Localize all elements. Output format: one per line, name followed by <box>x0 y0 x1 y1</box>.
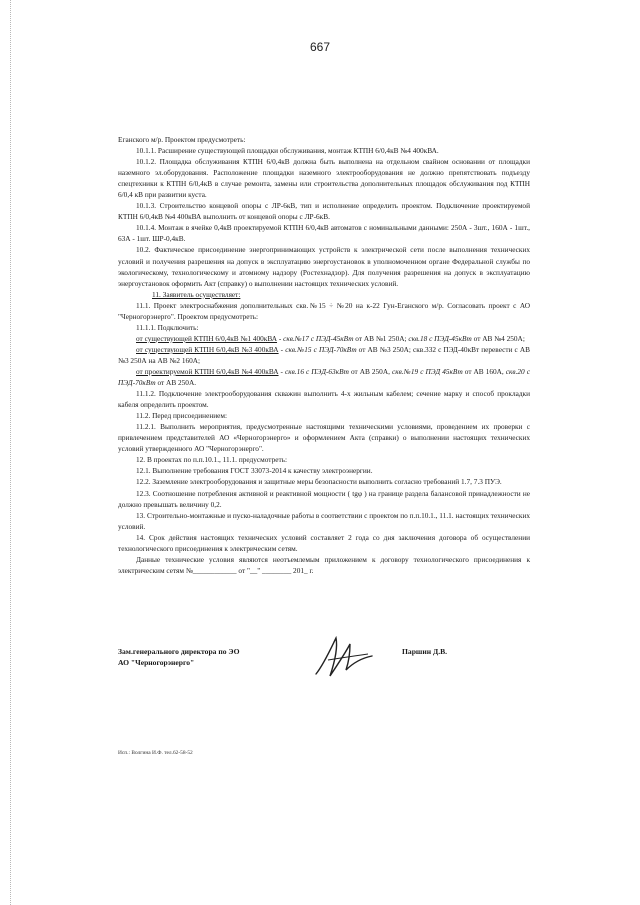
paragraph <box>118 465 530 476</box>
paragraph-text: скв.16 с ПЭД-63кВт <box>285 366 349 376</box>
paragraph <box>118 532 530 554</box>
paragraph-text: от АВ №3 250А; скв.332 с ПЭД-40кВт перевести с АВ №3 250А на АВ №2 160А; <box>118 344 530 365</box>
paragraph-text: скв.20 с ПЭД-70кВт <box>118 366 530 388</box>
paragraph <box>118 388 530 410</box>
paragraph-text: 10.1.1. Расширение существующей площадки обслуживания, монтаж КТПН 6/0,4кВ №4 400кВА. <box>136 146 439 156</box>
paragraph-text: 12.2. Заземление электрооборудования и защитные меры безопасности выполнить согласно требований 1.7, 7.3 ПУЭ. <box>136 477 502 487</box>
paragraph <box>118 421 530 454</box>
paragraph-text: 11.2. Перед присоединением: <box>136 411 228 421</box>
paragraph-text: от АВ 160А, <box>462 366 506 376</box>
signatory-name: Паршин Д.В. <box>402 647 448 656</box>
paragraph <box>118 300 530 322</box>
paragraph-text: от АВ №1 250А; <box>353 333 409 343</box>
paragraph <box>118 200 530 222</box>
page-number: 667 <box>309 40 331 54</box>
paragraph <box>118 476 530 487</box>
paragraph-text: от проектируемой КТПН 6/0,4кВ №4 400кВА <box>136 366 279 376</box>
paragraph-text: 10.1.4. Монтаж в ячейке 0,4кВ проектируемой КТПН 6/0,4кВ автоматов с номинальными данными: 250А - 3шт., 160А - 1шт., 63А - 1шт. ШР-0,4кВ. <box>118 223 530 244</box>
paragraph-text: 11.1. Проект электроснабжения дополнительных скв.№15 ÷ №20 на к-22 Гун-Еганского м/р. Согласовать проект с АО "Черногорэнерго". Проектом предусмотреть: <box>118 300 530 321</box>
paragraph-text: 12.3. Соотношение потребления активной и реактивной мощности ( tgφ ) на границе раздела балансовой принадлежности не должно превышать величину 0,2. <box>118 488 530 509</box>
paragraph-text: 13. Строительно-монтажные и пуско-наладочные работы в соответствии с проектом по п.п.10.1., 11.1. настоящих технических условий. <box>118 510 531 531</box>
paragraph-text: 11.1.1. Подключить: <box>136 322 199 332</box>
executor-note: Исп.: Волгина И.Ф. тел.62-58-52 <box>118 750 193 756</box>
scan-edge-line <box>10 0 12 905</box>
paragraph-text: от АВ 250А. <box>155 378 197 388</box>
paragraph-text: - <box>278 366 286 376</box>
paragraph-text: - <box>278 344 286 354</box>
paragraph-text: 11.2.1. Выполнить мероприятия, предусмотренные настоящими техническими условиями, проведением их проверки с привлечением представителей АО «Черногорэнерго» и оформлением Акта (справки) о выполнении настоящих технических условий утвержденного АО "Черногорэнерго". <box>118 422 530 454</box>
signatory-position-line1: Зам.генерального директора по ЭО <box>118 647 240 656</box>
paragraph <box>118 289 530 300</box>
paragraph-text: Еганского м/р. Проектом предусмотреть: <box>118 135 246 144</box>
paragraph-text: 12.1. Выполнение требования ГОСТ 33073-2014 к качеству электроэнергии. <box>136 466 373 476</box>
paragraph-text: Данные технические условия являются неотъемлемым приложением к договору технологического присоединения к электрическим сетям №____________ от "__" ________ 201_ г. <box>118 554 530 575</box>
document-body <box>118 134 530 576</box>
paragraph-text: скв.№15 с ПЭД-70кВт <box>285 344 357 354</box>
paragraph <box>118 410 530 421</box>
paragraph-text: от существующей КТПН 6/0,4кВ №3 400кВА <box>136 344 279 354</box>
paragraph <box>118 554 530 576</box>
paragraph <box>118 222 530 244</box>
paragraph <box>118 322 530 333</box>
paragraph-text: от АВ №4 250А; <box>471 333 525 343</box>
signatory-position <box>118 646 240 668</box>
signatory-position-line2: АО "Черногорэнерго" <box>118 658 195 667</box>
paragraph-text: 10.1.3. Строительство концевой опоры с ЛР-6кВ, тип и исполнение определить проектом. Подключение проектируемой КТПН 6/0,4кВ №4 400кВА выполнить от концевой опоры с ЛР-6кВ. <box>118 201 530 222</box>
paragraph <box>118 488 530 510</box>
paragraph <box>118 145 530 156</box>
handwritten-signature <box>310 634 378 682</box>
paragraph-text: 14. Срок действия настоящих технических условий составляет 2 года со дня заключения договора об осуществлении технологического присоединения к электрическим сетям. <box>118 532 530 553</box>
paragraph-text: 12. В проектах по п.п.10.1., 11.1. предусмотреть: <box>136 455 288 465</box>
paragraph <box>118 366 530 388</box>
paragraph-text: 10.1.2. Площадка обслуживания КТПН 6/0,4кВ должна быть выполнена на отдельном свайном основании от площадки наземного эл.оборудования. Расположение площадки наземного электрооборудования не должно препятствовать подъезду спецтехники к КТПН 6/0,4кВ в случае ремонта, замены или строительства дополнительных площадок обслуживания под КТПН 6/0,4 кВ при развитии куста. <box>118 157 530 200</box>
paragraph <box>118 244 530 288</box>
paragraph-text: от существующей КТПН 6/0,4кВ №1 400кВА <box>136 333 278 343</box>
paragraph-text: - <box>277 333 284 343</box>
paragraph-text: 10.2. Фактическое присоединение энергопринимающих устройств к электрической сети после выполнения технических условий и получения разрешения на допуск в эксплуатацию энергоустановок в уполномоченном органе Федеральной службы по экологическому, технологическому и атомному надзору (Ростехнадзор). Для получения разрешения на допуск в эксплуатацию энергоустановок оформить Акт (справку) о выполнении настоящих технических условий. <box>118 245 530 288</box>
paragraph-text: скв.18 с ПЭД-45кВт <box>408 333 472 343</box>
paragraph-text: 11.1.2. Подключение электрооборудования скважин выполнить 4-х жильным кабелем; сечение марку и способ прокладки кабеля определить проектом. <box>118 389 530 410</box>
paragraph <box>118 156 530 200</box>
paragraph-text: 11. Заявитель осуществляет: <box>152 289 241 299</box>
paragraph-text: от АВ 250А, <box>348 366 392 376</box>
paragraph <box>118 134 530 145</box>
paragraph <box>118 333 530 344</box>
paragraph-text: скв.№19 с ПЭД 45кВт <box>391 366 463 376</box>
paragraph <box>118 454 530 465</box>
paragraph-text: скв.№17 с ПЭД-45кВт <box>283 333 354 343</box>
paragraph <box>118 510 530 532</box>
paragraph <box>118 344 530 366</box>
